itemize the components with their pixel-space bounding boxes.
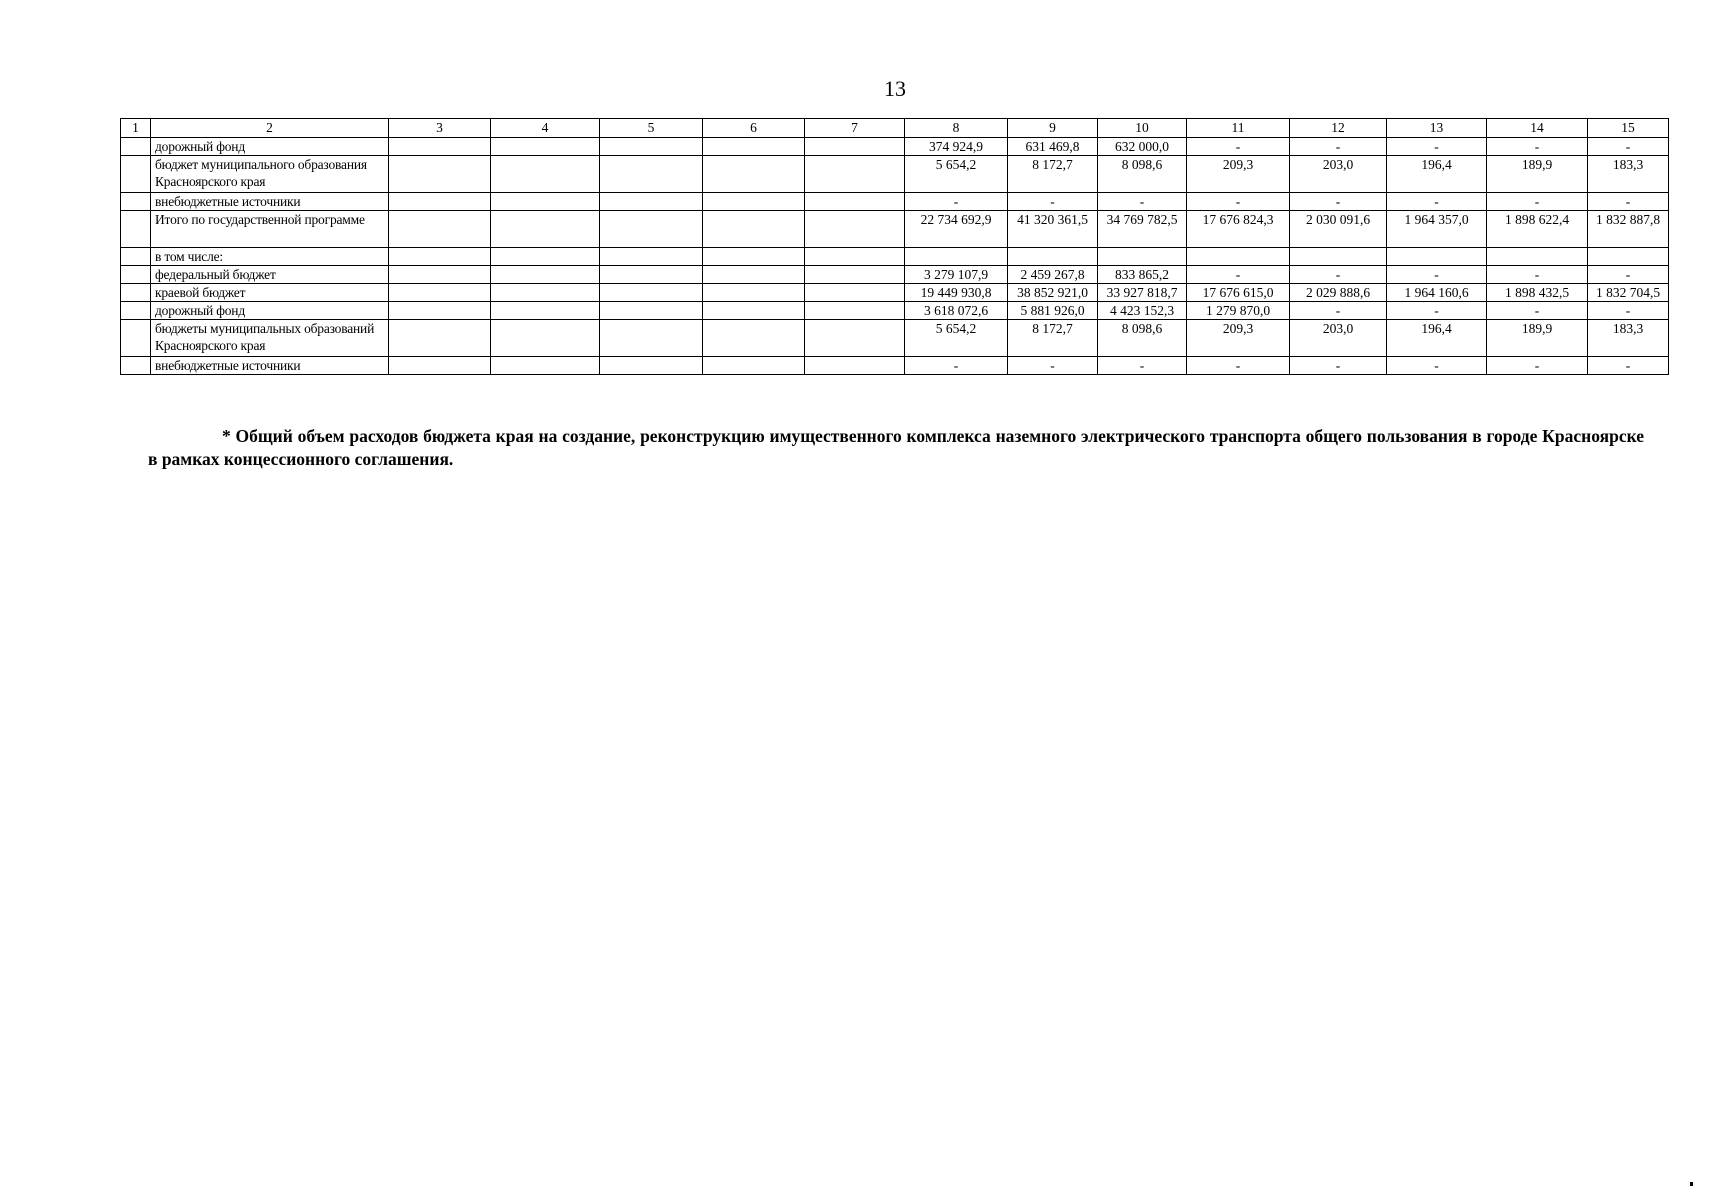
value-cell: 189,9 bbox=[1487, 320, 1588, 357]
value-cell: 19 449 930,8 bbox=[905, 284, 1008, 302]
empty-cell bbox=[805, 284, 905, 302]
empty-cell bbox=[600, 156, 703, 193]
empty-cell bbox=[491, 248, 600, 266]
row-label: краевой бюджет bbox=[151, 284, 389, 302]
table-row bbox=[121, 284, 1669, 302]
row-label: внебюджетные источники bbox=[151, 357, 389, 375]
empty-cell bbox=[703, 266, 805, 284]
row-label: бюджет муниципального образования Красноярского края bbox=[151, 156, 389, 193]
empty-cell bbox=[703, 248, 805, 266]
table-row bbox=[121, 320, 1669, 357]
row-number-cell bbox=[121, 284, 151, 302]
value-cell: - bbox=[1290, 302, 1387, 320]
column-header: 2 bbox=[151, 119, 389, 138]
value-cell: - bbox=[1487, 302, 1588, 320]
row-number-cell bbox=[121, 156, 151, 193]
row-number-cell bbox=[121, 193, 151, 211]
value-cell: 1 964 160,6 bbox=[1387, 284, 1487, 302]
table-row bbox=[121, 248, 1669, 266]
value-cell: 183,3 bbox=[1588, 320, 1669, 357]
empty-cell bbox=[389, 357, 491, 375]
empty-cell bbox=[389, 320, 491, 357]
column-header: 10 bbox=[1098, 119, 1187, 138]
table-row bbox=[121, 357, 1669, 375]
value-cell: - bbox=[1290, 266, 1387, 284]
value-cell: 17 676 824,3 bbox=[1187, 211, 1290, 248]
value-cell: - bbox=[1588, 302, 1669, 320]
value-cell: - bbox=[1008, 193, 1098, 211]
value-cell: - bbox=[1290, 193, 1387, 211]
value-cell: - bbox=[1098, 357, 1187, 375]
value-cell: 2 030 091,6 bbox=[1290, 211, 1387, 248]
empty-cell bbox=[703, 193, 805, 211]
row-label: Итого по государственной программе bbox=[151, 211, 389, 248]
value-cell: - bbox=[1588, 138, 1669, 156]
value-cell: 5 654,2 bbox=[905, 320, 1008, 357]
value-cell: 1 898 622,4 bbox=[1487, 211, 1588, 248]
column-header: 12 bbox=[1290, 119, 1387, 138]
column-header: 5 bbox=[600, 119, 703, 138]
value-cell: 38 852 921,0 bbox=[1008, 284, 1098, 302]
empty-cell bbox=[600, 320, 703, 357]
empty-cell bbox=[703, 284, 805, 302]
empty-cell bbox=[600, 193, 703, 211]
scan-mark bbox=[1690, 1182, 1693, 1186]
value-cell: 196,4 bbox=[1387, 320, 1487, 357]
value-cell: - bbox=[905, 193, 1008, 211]
value-cell: 631 469,8 bbox=[1008, 138, 1098, 156]
value-cell: 22 734 692,9 bbox=[905, 211, 1008, 248]
value-cell: 8 172,7 bbox=[1008, 320, 1098, 357]
value-cell: 183,3 bbox=[1588, 156, 1669, 193]
value-cell: 1 964 357,0 bbox=[1387, 211, 1487, 248]
value-cell: 8 098,6 bbox=[1098, 156, 1187, 193]
value-cell bbox=[1588, 248, 1669, 266]
value-cell: - bbox=[1387, 266, 1487, 284]
value-cell: - bbox=[1387, 138, 1487, 156]
value-cell bbox=[1387, 248, 1487, 266]
budget-table bbox=[120, 118, 1669, 375]
empty-cell bbox=[600, 138, 703, 156]
table-row bbox=[121, 211, 1669, 248]
value-cell: 374 924,9 bbox=[905, 138, 1008, 156]
value-cell: 2 459 267,8 bbox=[1008, 266, 1098, 284]
value-cell: - bbox=[905, 357, 1008, 375]
row-number-cell bbox=[121, 357, 151, 375]
row-number-cell bbox=[121, 211, 151, 248]
empty-cell bbox=[600, 284, 703, 302]
empty-cell bbox=[600, 211, 703, 248]
empty-cell bbox=[703, 156, 805, 193]
value-cell: 17 676 615,0 bbox=[1187, 284, 1290, 302]
value-cell: - bbox=[1487, 357, 1588, 375]
row-label: бюджеты муниципальных образований Красноярского края bbox=[151, 320, 389, 357]
empty-cell bbox=[389, 138, 491, 156]
empty-cell bbox=[491, 284, 600, 302]
value-cell: 5 654,2 bbox=[905, 156, 1008, 193]
table-row bbox=[121, 138, 1669, 156]
table-row bbox=[121, 156, 1669, 193]
value-cell: 1 832 704,5 bbox=[1588, 284, 1669, 302]
row-number-cell bbox=[121, 302, 151, 320]
value-cell: - bbox=[1487, 193, 1588, 211]
empty-cell bbox=[805, 211, 905, 248]
value-cell: 41 320 361,5 bbox=[1008, 211, 1098, 248]
value-cell: 833 865,2 bbox=[1098, 266, 1187, 284]
value-cell: - bbox=[1387, 302, 1487, 320]
value-cell: 196,4 bbox=[1387, 156, 1487, 193]
empty-cell bbox=[389, 156, 491, 193]
empty-cell bbox=[491, 193, 600, 211]
column-header: 13 bbox=[1387, 119, 1487, 138]
empty-cell bbox=[491, 302, 600, 320]
column-header: 15 bbox=[1588, 119, 1669, 138]
value-cell: - bbox=[1487, 138, 1588, 156]
value-cell bbox=[1487, 248, 1588, 266]
empty-cell bbox=[600, 357, 703, 375]
value-cell: 5 881 926,0 bbox=[1008, 302, 1098, 320]
empty-cell bbox=[389, 266, 491, 284]
value-cell: - bbox=[1187, 138, 1290, 156]
empty-cell bbox=[805, 248, 905, 266]
value-cell: 1 279 870,0 bbox=[1187, 302, 1290, 320]
column-header: 11 bbox=[1187, 119, 1290, 138]
row-label: дорожный фонд bbox=[151, 302, 389, 320]
empty-cell bbox=[805, 320, 905, 357]
row-label: федеральный бюджет bbox=[151, 266, 389, 284]
row-number-cell bbox=[121, 248, 151, 266]
value-cell: 8 172,7 bbox=[1008, 156, 1098, 193]
value-cell: 209,3 bbox=[1187, 156, 1290, 193]
column-header: 1 bbox=[121, 119, 151, 138]
column-header: 9 bbox=[1008, 119, 1098, 138]
value-cell: - bbox=[1187, 357, 1290, 375]
value-cell: - bbox=[1588, 193, 1669, 211]
value-cell: 34 769 782,5 bbox=[1098, 211, 1187, 248]
value-cell: 1 832 887,8 bbox=[1588, 211, 1669, 248]
value-cell: - bbox=[1098, 193, 1187, 211]
row-label: дорожный фонд bbox=[151, 138, 389, 156]
value-cell: 189,9 bbox=[1487, 156, 1588, 193]
empty-cell bbox=[703, 302, 805, 320]
empty-cell bbox=[491, 357, 600, 375]
empty-cell bbox=[703, 320, 805, 357]
empty-cell bbox=[600, 302, 703, 320]
empty-cell bbox=[389, 302, 491, 320]
value-cell: - bbox=[1387, 193, 1487, 211]
column-header: 3 bbox=[389, 119, 491, 138]
empty-cell bbox=[491, 266, 600, 284]
empty-cell bbox=[805, 193, 905, 211]
empty-cell bbox=[389, 211, 491, 248]
value-cell: 2 029 888,6 bbox=[1290, 284, 1387, 302]
empty-cell bbox=[600, 248, 703, 266]
value-cell bbox=[1290, 248, 1387, 266]
empty-cell bbox=[491, 211, 600, 248]
column-header: 8 bbox=[905, 119, 1008, 138]
empty-cell bbox=[389, 284, 491, 302]
empty-cell bbox=[491, 156, 600, 193]
value-cell: 1 898 432,5 bbox=[1487, 284, 1588, 302]
row-label: внебюджетные источники bbox=[151, 193, 389, 211]
row-label: в том числе: bbox=[151, 248, 389, 266]
empty-cell bbox=[389, 248, 491, 266]
empty-cell bbox=[703, 211, 805, 248]
table-row bbox=[121, 266, 1669, 284]
value-cell: - bbox=[1487, 266, 1588, 284]
empty-cell bbox=[703, 357, 805, 375]
value-cell: - bbox=[1588, 266, 1669, 284]
value-cell: 3 618 072,6 bbox=[905, 302, 1008, 320]
value-cell bbox=[905, 248, 1008, 266]
empty-cell bbox=[805, 357, 905, 375]
value-cell: 4 423 152,3 bbox=[1098, 302, 1187, 320]
value-cell: 632 000,0 bbox=[1098, 138, 1187, 156]
column-header: 14 bbox=[1487, 119, 1588, 138]
value-cell: - bbox=[1187, 266, 1290, 284]
value-cell: 203,0 bbox=[1290, 156, 1387, 193]
empty-cell bbox=[805, 266, 905, 284]
column-header: 6 bbox=[703, 119, 805, 138]
empty-cell bbox=[491, 138, 600, 156]
value-cell: 33 927 818,7 bbox=[1098, 284, 1187, 302]
value-cell: 3 279 107,9 bbox=[905, 266, 1008, 284]
value-cell: 209,3 bbox=[1187, 320, 1290, 357]
column-header-row bbox=[121, 119, 1669, 138]
value-cell: 8 098,6 bbox=[1098, 320, 1187, 357]
footnote: * Общий объем расходов бюджета края на создание, реконструкцию имущественного комплекса наземного электрического транспорта общего пользования в городе Красноярске в рамках концессионного соглашения. bbox=[148, 426, 1644, 469]
empty-cell bbox=[491, 320, 600, 357]
column-header: 4 bbox=[491, 119, 600, 138]
empty-cell bbox=[805, 156, 905, 193]
page-number: 13 bbox=[884, 76, 906, 101]
row-number-cell bbox=[121, 266, 151, 284]
value-cell bbox=[1008, 248, 1098, 266]
empty-cell bbox=[703, 138, 805, 156]
value-cell: - bbox=[1290, 357, 1387, 375]
value-cell bbox=[1098, 248, 1187, 266]
value-cell bbox=[1187, 248, 1290, 266]
value-cell: - bbox=[1387, 357, 1487, 375]
row-number-cell bbox=[121, 320, 151, 357]
column-header: 7 bbox=[805, 119, 905, 138]
value-cell: 203,0 bbox=[1290, 320, 1387, 357]
empty-cell bbox=[805, 302, 905, 320]
value-cell: - bbox=[1187, 193, 1290, 211]
empty-cell bbox=[805, 138, 905, 156]
value-cell: - bbox=[1008, 357, 1098, 375]
table-row bbox=[121, 302, 1669, 320]
value-cell: - bbox=[1290, 138, 1387, 156]
table-row bbox=[121, 193, 1669, 211]
row-number-cell bbox=[121, 138, 151, 156]
empty-cell bbox=[600, 266, 703, 284]
value-cell: - bbox=[1588, 357, 1669, 375]
empty-cell bbox=[389, 193, 491, 211]
table-body bbox=[121, 119, 1669, 375]
